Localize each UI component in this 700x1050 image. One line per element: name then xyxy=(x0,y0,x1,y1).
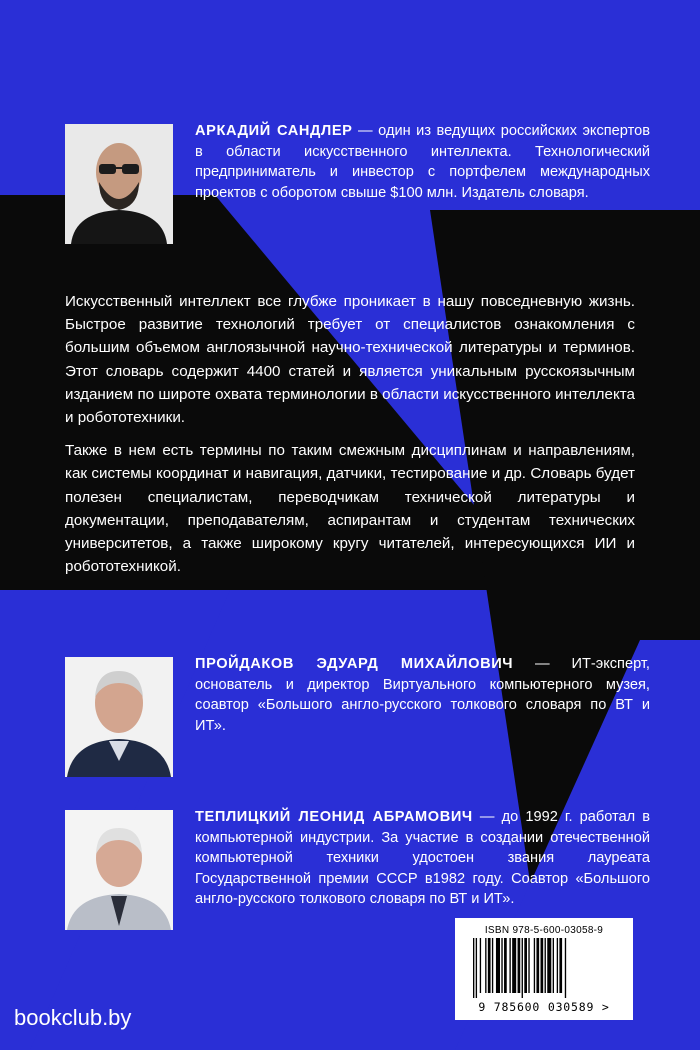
barcode-bar xyxy=(512,938,516,993)
barcode-bar xyxy=(522,938,523,998)
barcode-bar xyxy=(557,938,558,993)
barcode-bar xyxy=(524,938,527,993)
barcode-bar xyxy=(509,938,510,993)
barcode-bar xyxy=(480,938,481,993)
barcode-bar xyxy=(559,938,562,993)
author-bio-teplitsky xyxy=(195,807,650,910)
barcode-bar xyxy=(485,938,486,993)
author-bio-text: — до 1992 г. работал в компьютерной индустрии. За участие в создании отечественной компьютерной техники удостоен звания лауреата Государственной премии СССР в1982 году. Соавтор «Большого англо-русского толкового словаря по ВТ и ИТ». xyxy=(195,809,651,907)
portrait-icon xyxy=(65,124,173,244)
author-bio-text: — один из ведущих российских экспертов в области искусственного интеллекта. Технологический предприниматель и инвестор с портфелем международных проектов с оборотом свыше $100 млн. Издатель словаря. xyxy=(195,123,650,201)
barcode-bar xyxy=(545,938,546,993)
author-name: АРКАДИЙ САНДЛЕР xyxy=(195,123,353,139)
description-paragraph-2: Также в нем есть термины по таким смежным дисциплинам и направлениям, как системы координат и навигация, датчики, тестирование и др. Словарь будет полезен специалистам, переводчикам технической литературы и документации, преподавателям, аспирантам и студентам технических университетов, а также широкому кругу читателей, интересующихся ИИ и робототехникой. xyxy=(65,442,635,576)
barcode-bar xyxy=(528,938,529,993)
barcode-bar xyxy=(565,938,566,998)
author-photo-proydakov xyxy=(65,657,173,777)
barcode-bar xyxy=(536,938,539,993)
barcode-bar xyxy=(553,938,554,993)
barcode-bar xyxy=(534,938,535,993)
portrait-icon xyxy=(65,657,173,777)
isbn-text: ISBN 978-5-600-03058-9 xyxy=(484,925,604,936)
barcode-bar xyxy=(492,938,493,993)
author-bio-proydakov xyxy=(195,654,650,736)
author-name: ПРОЙДАКОВ ЭДУАРД МИХАЙЛОВИЧ xyxy=(195,656,514,672)
barcode-bar xyxy=(476,938,477,998)
barcode-bars xyxy=(469,938,619,998)
author-photo-teplitsky xyxy=(65,810,173,930)
barcode-bar xyxy=(547,938,551,993)
description-paragraph-1: Искусственный интеллект все глубже проникает в нашу повседневную жизнь. Быстрое развитие технологий требует от специалистов ознакомления с большим объемом англоязычной научно-технической литературы и терминов. Этот словарь содержит 4400 статей и является уникальным русскоязычным изданием по широте охвата терминологии в области искусственного интеллекта и робототехники. xyxy=(65,293,635,427)
author-photo-sandler xyxy=(65,124,173,244)
barcode-bar xyxy=(473,938,474,998)
barcode-bar xyxy=(488,938,491,993)
barcode-digits: 9 785600 030589 > xyxy=(478,1000,610,1014)
isbn-barcode xyxy=(455,918,633,1020)
author-name: ТЕПЛИЦКИЙ ЛЕОНИД АБРАМОВИЧ xyxy=(195,809,473,825)
barcode-bar xyxy=(504,938,507,993)
barcode-bar xyxy=(541,938,544,993)
author-bio-text: — ИТ-эксперт, основатель и директор Виртуального компьютерного музея, соавтор «Большого англо-русского толкового словаря по ВТ и ИТ». xyxy=(195,656,650,734)
portrait-icon xyxy=(65,810,173,930)
author-bio-sandler xyxy=(195,121,650,203)
watermark-bookclub: bookclub.by xyxy=(14,1005,132,1030)
barcode-bar xyxy=(518,938,521,993)
barcode-bar xyxy=(501,938,502,993)
book-description xyxy=(65,290,635,588)
barcode-bar xyxy=(496,938,500,993)
